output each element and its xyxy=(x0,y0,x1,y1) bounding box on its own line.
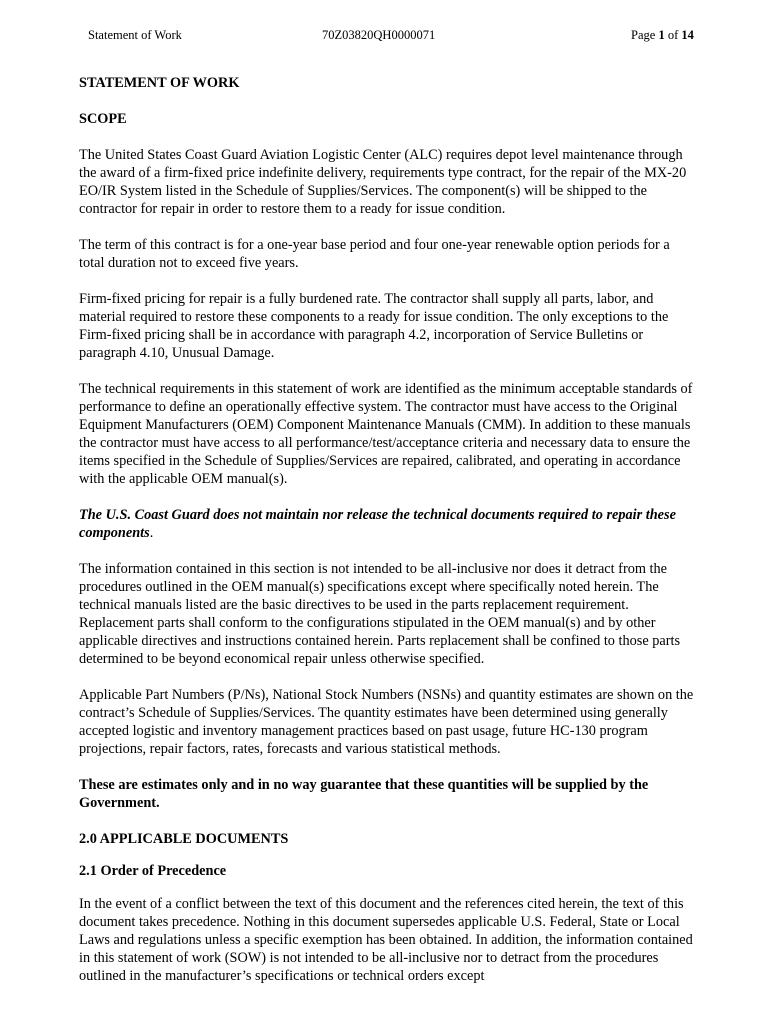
header-document-type: Statement of Work xyxy=(88,28,182,42)
scope-paragraph-2: The term of this contract is for a one-year base period and four one-year renewable option periods for a total duration not to exceed five years. xyxy=(79,237,670,271)
scope-paragraph-1: The United States Coast Guard Aviation Logistic Center (ALC) requires depot level maintenance through the award of a firm-fixed price indefinite delivery, requirements type contract, for the repair of the MX-20 EO/IR System listed in the Schedule of Supplies/Services. The component(s) will be shipped to the contractor for repair in order to restore them to a ready for issue condition. xyxy=(79,147,687,217)
scope-paragraph-5 xyxy=(79,506,697,542)
section-2-1-heading: 2.1 Order of Precedence xyxy=(79,863,227,880)
document-body xyxy=(79,74,697,985)
section-2-heading: 2.0 APPLICABLE DOCUMENTS xyxy=(79,831,289,847)
page-header xyxy=(0,27,770,45)
scope-paragraph-7: Applicable Part Numbers (P/Ns), National Stock Numbers (NSNs) and quantity estimates are shown on the contract’s Schedule of Supplies/Services. The quantity estimates have been determined using generally accepted logistic and inventory management practices based on past usage, future HC-130 program projections, repair factors, rates, forecasts and various statistical methods. xyxy=(79,687,694,757)
notice-period: . xyxy=(149,525,154,541)
order-of-precedence-paragraph: In the event of a conflict between the text of this document and the references cited herein, the text of this document takes precedence. Nothing in this document supersedes applicable U.S. Federal, State or Local Laws and regulations unless a specific exemption has been obtained. In addition, the information contained in this statement of work (SOW) is not intended to be all-inclusive nor to detract from the procedures outlined in the manufacturer’s specifications or technical orders except xyxy=(79,895,693,984)
page-prefix: Page xyxy=(631,28,659,42)
document-title: STATEMENT OF WORK xyxy=(79,75,240,91)
scope-paragraph-4: The technical requirements in this statement of work are identified as the minimum acceptable standards of performance to define an operationally effective system. The contractor must have access to the Original Equipment Manufacturers (OEM) Component Maintenance Manuals (CMM). In addition to these manuals the contractor must have access to all performance/test/acceptance criteria and necessary data to ensure the items specified in the Schedule of Supplies/Services are repaired, calibrated, and operating in accordance with the applicable OEM manual(s). xyxy=(79,381,693,487)
header-page-number xyxy=(631,27,694,43)
page-current: 1 xyxy=(658,28,665,42)
scope-paragraph-6: The information contained in this section is not intended to be all-inclusive nor does it detract from the procedures outlined in the OEM manual(s) specifications except where specifically noted herein. The technical manuals listed are the basic directives to be used in the parts replacement requirement. Replacement parts shall conform to the configurations stipulated in the OEM manual(s) and by other applicable directives and instructions contained herein. Parts replacement shall be confined to those parts determined to be beyond economical repair unless otherwise specified. xyxy=(79,561,681,667)
header-contract-number: 70Z03820QH0000071 xyxy=(322,28,436,42)
scope-heading: SCOPE xyxy=(79,111,127,127)
page-total: 14 xyxy=(681,28,694,42)
scope-paragraph-3: Firm-fixed pricing for repair is a fully burdened rate. The contractor shall supply all parts, labor, and material required to restore these components to a ready for issue condition. The only exceptions to the Firm-fixed pricing shall be in accordance with paragraph 4.2, incorporation of Service Bulletins or paragraph 4.10, Unusual Damage. xyxy=(79,291,669,361)
page-of: of xyxy=(664,28,682,42)
estimates-disclaimer: These are estimates only and in no way guarantee that these quantities will be supplied by the Government. xyxy=(79,777,649,811)
technical-documents-notice: The U.S. Coast Guard does not maintain nor release the technical documents required to repair these components xyxy=(79,507,676,541)
